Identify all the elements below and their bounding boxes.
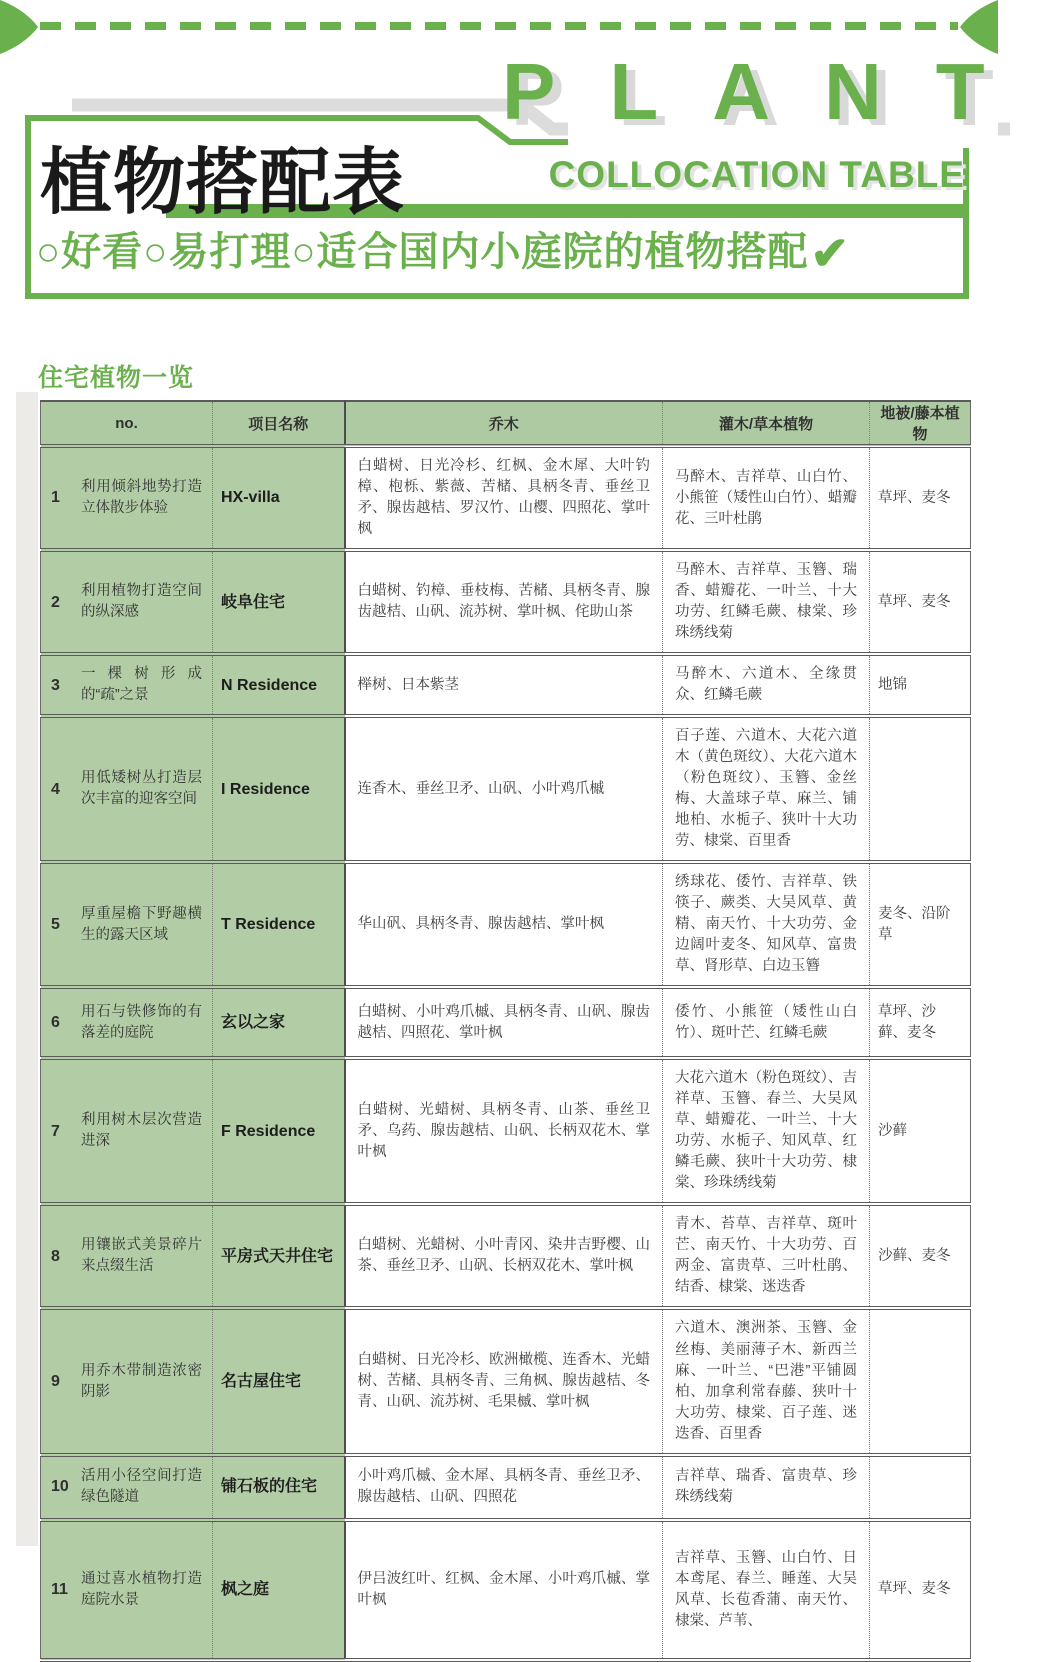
shrubs-herbs-cell: 六道木、澳洲茶、玉簪、金丝梅、美丽薄子木、新西兰麻、一叶兰、“巴港”平铺圆柏、加拿利常春藤、狭叶十大功劳、棣棠、百子莲、迷迭香、百里香 <box>663 1308 870 1454</box>
trees-cell: 榉树、日本紫茎 <box>345 654 663 716</box>
project-name-cell: T Residence <box>213 862 345 987</box>
row-number-description-cell <box>41 654 213 716</box>
project-name-cell: HX-villa <box>213 446 345 550</box>
row-number: 5 <box>51 916 60 934</box>
table-row <box>41 446 971 550</box>
table-header <box>41 401 971 446</box>
groundcover-vines-cell: 沙藓、麦冬 <box>870 1204 971 1308</box>
row-number: 4 <box>51 780 60 798</box>
groundcover-vines-cell <box>870 1308 971 1454</box>
shrubs-herbs-cell: 绣球花、倭竹、吉祥草、铁筷子、蕨类、大吴风草、黄精、南天竹、十大功劳、金边阔叶麦冬、知风草、富贵草、肾形草、白边玉簪 <box>663 862 870 987</box>
row-number-description-cell <box>41 550 213 654</box>
groundcover-vines-cell <box>870 716 971 862</box>
col-header-trees: 乔木 <box>345 401 663 446</box>
col-header-no: no. <box>41 401 213 446</box>
row-number: 1 <box>51 489 60 507</box>
groundcover-vines-cell: 草坪、沙藓、麦冬 <box>870 987 971 1058</box>
col-header-shrubs-herbs: 灌木/草本植物 <box>663 401 870 446</box>
row-number: 8 <box>51 1247 60 1265</box>
groundcover-vines-cell <box>870 1455 971 1520</box>
shrubs-herbs-cell: 马醉木、六道木、全缘贯众、红鳞毛蕨 <box>663 654 870 716</box>
row-description: 通过喜水植物打造庭院水景 <box>81 1570 202 1608</box>
plant-table-body <box>41 446 971 1660</box>
subtitle-text: ○好看○易打理○适合国内小庭院的植物搭配 <box>36 230 809 274</box>
trees-cell: 白蜡树、光蜡树、小叶青冈、染井吉野樱、山茶、垂丝卫矛、山矾、长柄双花木、掌叶枫 <box>345 1204 663 1308</box>
trees-cell: 白蜡树、光蜡树、具柄冬青、山茶、垂丝卫矛、乌药、腺齿越桔、山矾、长柄双花木、掌叶枫 <box>345 1058 663 1204</box>
checkmark-icon: ✔ <box>810 227 851 279</box>
section-title: 住宅植物一览 <box>38 364 195 392</box>
table-row <box>41 1455 971 1520</box>
row-description: 利用树木层次营造进深 <box>81 1112 202 1150</box>
row-number: 7 <box>51 1122 60 1140</box>
groundcover-vines-cell: 草坪、麦冬 <box>870 446 971 550</box>
subtitle-line <box>36 226 850 281</box>
project-name-cell: 名古屋住宅 <box>213 1308 345 1454</box>
shrubs-herbs-cell: 马醉木、吉祥草、山白竹、小熊笹（矮性山白竹）、蜡瓣花、三叶杜鹃 <box>663 446 870 550</box>
row-number-description-cell <box>41 862 213 987</box>
project-name-cell: 铺石板的住宅 <box>213 1455 345 1520</box>
table-row <box>41 1520 971 1660</box>
col-header-groundcover-vines: 地被/藤本植物 <box>870 401 971 446</box>
col-header-project-name: 项目名称 <box>213 401 345 446</box>
project-name-cell: N Residence <box>213 654 345 716</box>
row-description: 利用植物打造空间的纵深感 <box>81 583 202 621</box>
row-description: 利用倾斜地势打造立体散步体验 <box>81 479 202 517</box>
shrubs-herbs-cell: 青木、苔草、吉祥草、斑叶芒、南天竹、十大功劳、百两金、富贵草、三叶杜鹃、结香、棣棠、迷迭香 <box>663 1204 870 1308</box>
table-row <box>41 716 971 862</box>
project-name-cell: 平房式天井住宅 <box>213 1204 345 1308</box>
row-description: 活用小径空间打造绿色隧道 <box>81 1468 202 1506</box>
row-number: 10 <box>51 1478 69 1496</box>
project-name-cell: 岐阜住宅 <box>213 550 345 654</box>
row-number-description-cell <box>41 1520 213 1660</box>
page-title-english: COLLOCATION TABLE <box>548 154 965 195</box>
shrubs-herbs-cell: 大花六道木（粉色斑纹）、吉祥草、玉簪、春兰、大吴风草、蜡瓣花、一叶兰、十大功劳、水栀子、知风草、红鳞毛蕨、狭叶十大功劳、棣棠、珍珠绣线菊 <box>663 1058 870 1204</box>
table-row <box>41 550 971 654</box>
row-number: 2 <box>51 593 60 611</box>
hero-title-block <box>0 0 1039 340</box>
row-number-description-cell <box>41 1455 213 1520</box>
groundcover-vines-cell: 沙藓 <box>870 1058 971 1204</box>
trees-cell: 小叶鸡爪槭、金木犀、具柄冬青、垂丝卫矛、腺齿越桔、山矾、四照花 <box>345 1455 663 1520</box>
row-description: 用石与铁修饰的有落差的庭院 <box>81 1003 202 1041</box>
page-title: 植物搭配表 <box>40 143 406 223</box>
row-description: 一棵树形成的“疏”之景 <box>81 666 202 704</box>
project-name-cell: F Residence <box>213 1058 345 1204</box>
table-row <box>41 862 971 987</box>
table-row <box>41 1058 971 1204</box>
row-number: 6 <box>51 1014 60 1032</box>
row-number-description-cell <box>41 1058 213 1204</box>
row-description: 用镶嵌式美景碎片来点缀生活 <box>81 1237 202 1275</box>
shrubs-herbs-cell: 马醉木、吉祥草、玉簪、瑞香、蜡瓣花、一叶兰、十大功劳、红鳞毛蕨、棣棠、珍珠绣线菊 <box>663 550 870 654</box>
row-number-description-cell <box>41 987 213 1058</box>
trees-cell: 白蜡树、小叶鸡爪槭、具柄冬青、山矾、腺齿越桔、四照花、掌叶枫 <box>345 987 663 1058</box>
row-description: 用低矮树丛打造层次丰富的迎客空间 <box>81 770 202 808</box>
trees-cell: 华山矾、具柄冬青、腺齿越桔、掌叶枫 <box>345 862 663 987</box>
left-gutter-shading <box>16 392 38 1546</box>
row-number-description-cell <box>41 446 213 550</box>
trees-cell: 白蜡树、日光冷杉、红枫、金木犀、大叶钓樟、枹栎、紫薇、苦槠、具柄冬青、垂丝卫矛、腺齿越桔、罗汉竹、山樱、四照花、掌叶枫 <box>345 446 663 550</box>
shrubs-herbs-cell: 吉祥草、瑞香、富贵草、珍珠绣线菊 <box>663 1455 870 1520</box>
trees-cell: 白蜡树、日光冷杉、欧洲橄榄、连香木、光蜡树、苦槠、具柄冬青、三角枫、腺齿越桔、冬青、山矾、流苏树、毛果槭、掌叶枫 <box>345 1308 663 1454</box>
table-header-row <box>41 401 971 446</box>
row-number: 11 <box>51 1580 68 1598</box>
row-number-description-cell <box>41 716 213 862</box>
groundcover-vines-cell: 草坪、麦冬 <box>870 1520 971 1660</box>
groundcover-vines-cell: 地锦 <box>870 654 971 716</box>
row-number: 9 <box>51 1372 60 1390</box>
shrubs-herbs-cell: 倭竹、小熊笹（矮性山白竹）、斑叶芒、红鳞毛蕨 <box>663 987 870 1058</box>
table-row <box>41 654 971 716</box>
groundcover-vines-cell: 草坪、麦冬 <box>870 550 971 654</box>
brand-word-plant: PLANT <box>502 47 1039 136</box>
groundcover-vines-cell: 麦冬、沿阶草 <box>870 862 971 987</box>
row-number: 3 <box>51 676 60 694</box>
shrubs-herbs-cell: 吉祥草、玉簪、山白竹、日本鸢尾、春兰、睡莲、大吴风草、长苞香蒲、南天竹、棣棠、芦苇、 <box>663 1520 870 1660</box>
shrubs-herbs-cell: 百子莲、六道木、大花六道木（黄色斑纹）、大花六道木（粉色斑纹）、玉簪、金丝梅、大盖球子草、麻兰、铺地柏、水栀子、狭叶十大功劳、棣棠、百里香 <box>663 716 870 862</box>
project-name-cell: 玄以之家 <box>213 987 345 1058</box>
plant-table <box>40 400 971 1662</box>
table-row <box>41 1308 971 1454</box>
row-number-description-cell <box>41 1308 213 1454</box>
row-description: 用乔木带制造浓密阴影 <box>81 1362 202 1400</box>
trees-cell: 白蜡树、钓樟、垂枝梅、苦槠、具柄冬青、腺齿越桔、山矾、流苏树、掌叶枫、侘助山茶 <box>345 550 663 654</box>
trees-cell: 连香木、垂丝卫矛、山矾、小叶鸡爪槭 <box>345 716 663 862</box>
trees-cell: 伊吕波红叶、红枫、金木犀、小叶鸡爪槭、掌叶枫 <box>345 1520 663 1660</box>
table-row <box>41 987 971 1058</box>
table-row <box>41 1204 971 1308</box>
row-number-description-cell <box>41 1204 213 1308</box>
project-name-cell: 枫之庭 <box>213 1520 345 1660</box>
project-name-cell: I Residence <box>213 716 345 862</box>
row-description: 厚重屋檐下野趣横生的露天区域 <box>81 905 202 943</box>
